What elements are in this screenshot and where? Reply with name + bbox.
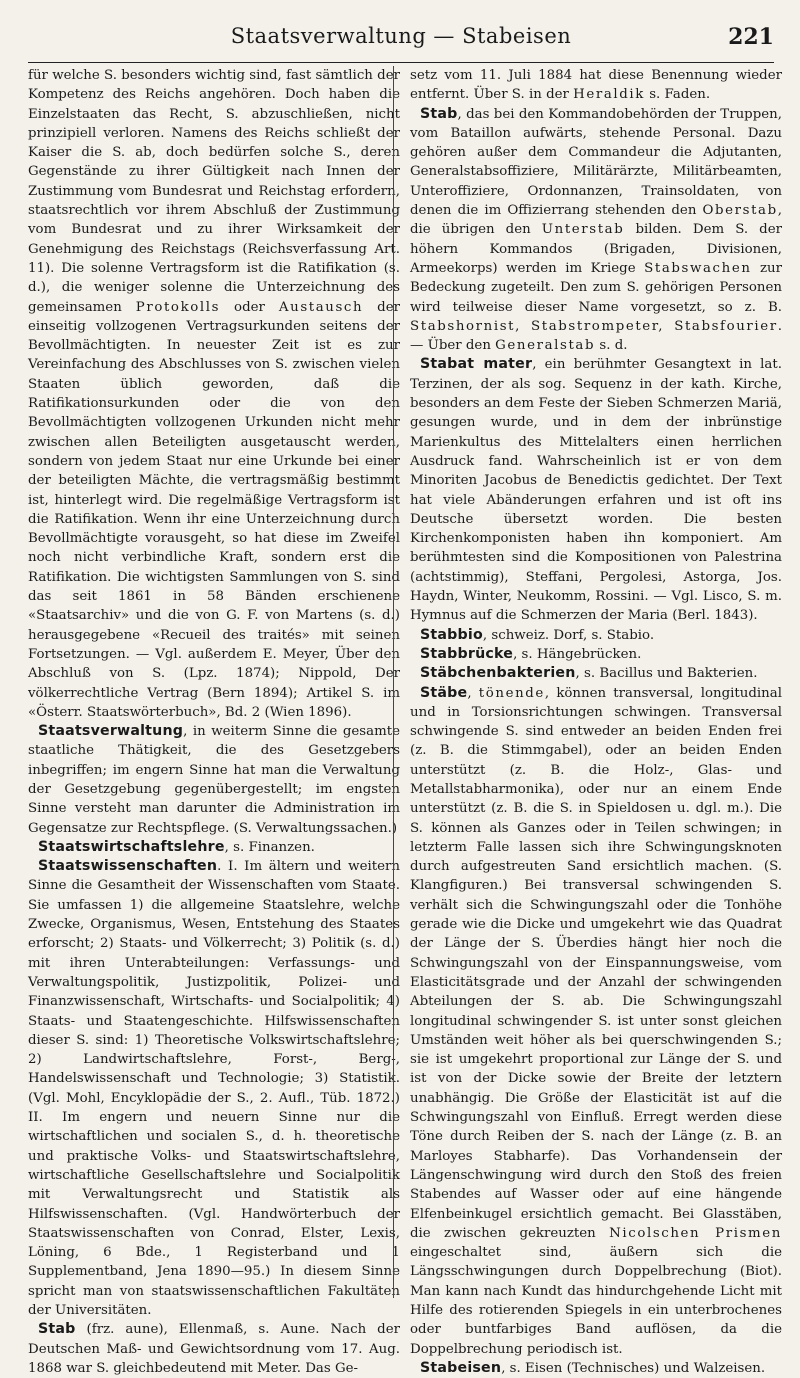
spaced-term: Generalstab <box>495 338 596 354</box>
entry-headword: Staatsverwaltung <box>38 723 184 740</box>
spaced-term: Unterstab <box>541 222 625 238</box>
paragraph-text: oder <box>220 299 279 315</box>
header-rule <box>28 62 774 63</box>
spaced-term: Stabshornist, Stabstrompeter, Stabsfourier <box>410 318 778 334</box>
paragraph <box>410 645 782 664</box>
paragraph-text: , s. Eisen (Technisches) und Walzeisen. <box>501 1360 766 1376</box>
entry-headword: Stabat mater <box>420 356 533 373</box>
page-number: 221 <box>728 24 774 50</box>
paragraph <box>410 1359 782 1378</box>
paragraph-text: , in weiterm Sinne die gesamte staatliche Thätigkeit, die des Gesetzgebers inbegriffen; im engern Sinne hat man die Verwaltung der Gesetzgebung gegenübergestellt; im engsten Sinne versteht man darunter die Administration im Gegensatze zur Rechtspflege. (S. Verwaltungssachen.) <box>28 724 400 836</box>
paragraph-text: für welche S. besonders wichtig sind, fast sämtlich der Kompetenz des Reichs angehören. Doch haben die Einzelstaaten das Recht, S. abzuschließen, nicht prinzipiell verloren. Namens des Reichs schließt der Kaiser die S. ab, doch bedürfen solche S., deren Gegenstände zu ihrer Gültigkeit nach Innen der Zustimmung vom Bundesrat und Reichstag erfordern, staatsrechtlich vor ihrem Abschluß der Zustimmung vom Bundesrat und zu ihrer Wirksamkeit der Genehmigung des Reichstags (Reichsverfassung Art. 11). Die solenne Vertragsform ist die Ratifikation (s. d.), die weniger solenne die Unterzeichnung des gemeinsamen <box>28 68 400 315</box>
spaced-term: Oberstab <box>702 203 778 219</box>
paragraph-text: setz vom 11. Juli 1884 hat diese Benennung wieder entfernt. Über S. in der <box>410 68 782 103</box>
right-column <box>410 66 783 1376</box>
entry-headword: Stabeisen <box>420 1359 502 1376</box>
paragraph-text: zur Bedeckung zugeteilt. Den zum S. gehörigen Personen wird teilweise dieser Name vorgesetzt, so z. B. <box>410 260 783 315</box>
paragraph <box>410 626 782 645</box>
paragraph-text: s. d. <box>595 338 628 354</box>
entry-headword: Stab <box>420 105 458 122</box>
spaced-term: tönende <box>478 685 545 701</box>
paragraph <box>410 105 782 356</box>
paragraph <box>410 664 782 683</box>
paragraph-text: . I. Im ältern und weitern Sinne die Gesamtheit der Wissenschaften vom Staate. Sie umfassen 1) die allgemeine Staatslehre, welche Zwecke, Organismus, Wesen, Entstehung des Staates erforscht; 2) Staats- und Völkerrecht; 3) Politik (s. d.) mit ihren Unterabteilungen: Verfassungs- und Verwaltungspolitik, Justizpolitik, Polizei- und Finanzwissenschaft, Wirtschafts- und Socialpolitik; 4) Staats- und Staatengeschichte. Hilfswissenschaften dieser S. sind: 1) Theoretische Volkswirtschaftslehre; 2) Landwirtschaftslehre, Forst-, Berg-, Handelswissenschaft und Technologie; 3) Statistik. (Vgl. Mohl, Encyklopädie der S., 2. Aufl., Tüb. 1872.) II. Im engern und neuern Sinne nur die wirtschaftlichen und socialen S., d. h. theoretische und praktische Volks- und Staatswirtschaftslehre, wirtschaftliche Gesellschaftslehre und Socialpolitik mit Verwaltungsrecht und Statistik als Hilfswissenschaften. (Vgl. Handwörterbuch der Staatswissenschaften von Conrad, Elster, Lexis, Löning, 6 Bde., 1 Registerband und 1 Supplementband, Jena 1890—95.) In diesem Sinne spricht man von staatswissenschaftlichen Fakultäten der Universitäten. <box>28 859 400 1318</box>
running-header <box>28 24 774 60</box>
paragraph-text: , s. Bacillus und Bakterien. <box>575 666 758 682</box>
paragraph-text: , die übrigen den <box>410 203 782 238</box>
paragraph <box>28 1320 400 1378</box>
entry-headword: Stabbrücke <box>420 645 514 662</box>
entry-headword: Staatswissenschaften <box>38 858 218 875</box>
paragraph <box>28 857 400 1320</box>
paragraph-text: , schweiz. Dorf, s. Stabio. <box>482 627 655 643</box>
paragraph-text: der einseitig vollzogenen Vertragsurkunden seitens der Bevollmächtigten. In neuester Zeit ist es zur Vereinfachung des Abschlusses von S. zwischen vielen Staaten üblich geworden, daß die Ratifikationsurkunden oder die von den Bevollmächtigten vollzogenen Urkunden nicht mehr zwischen allen Beteiligten ausgetauscht werden, sondern von jedem Staat nur eine Urkunde bei einer der beteiligten Mächte, die vertragsmäßig bestimmt ist, hinterlegt wird. Die regelmäßige Vertragsform ist die Ratifikation. Wenn ihr eine Unterzeichnung durch Bevollmächtigte vorausgeht, so hat diese im Zweifel noch nicht verbindliche Kraft, sondern erst die Ratifikation. Die wichtigsten Sammlungen von S. sind das seit 1861 in 58 Bänden erschienene «Staatsarchiv» und die von G. F. von Martens (s. d.) herausgegebene «Recueil des traités» mit seinen Fortsetzungen. — Vgl. außerdem E. Meyer, Über den Abschluß von S. (Lpz. 1874); Nippold, Der völkerrechtliche Vertrag (Bern 1894); Artikel S. im «Österr. Staatswörterbuch», Bd. 2 (Wien 1896). <box>28 299 400 720</box>
page-title: Staatsverwaltung — Stabeisen <box>230 24 572 48</box>
paragraph <box>28 838 400 857</box>
paragraph <box>410 66 782 105</box>
spaced-term: Protokolls <box>135 299 221 315</box>
spaced-term: Austausch <box>278 299 364 315</box>
paragraph-text: eingeschaltet sind, äußern sich die Längsschwingungen durch Doppelbrechung (Biot). Man kann nach Kundt das hindurchgehende Licht mit Hilfe des rotierenden Spiegels in ein unterbrochenes oder buntfarbiges Band auflösen, da die Doppelbrechung periodisch ist. <box>410 1245 782 1357</box>
paragraph <box>28 722 400 838</box>
spaced-term: Nicolschen Prismen <box>609 1225 782 1241</box>
entry-headword: Stäbe <box>420 684 468 701</box>
entry-headword: Staatswirtschaftslehre <box>38 838 225 855</box>
paragraph-text: . — Über den <box>410 318 782 354</box>
left-column <box>28 66 400 1376</box>
paragraph-text: , das bei den Kommandobehörden der Truppen, vom Bataillon aufwärts, stehende Personal. Dazu gehören außer dem Commandeur die Adjutanten, Generalstabsoffiziere, Militärärzte, Militärbeamten, Unteroffiziere, Ordonnanzen, Trainsoldaten, von denen die im Offizierrang stehenden den <box>410 106 782 219</box>
paragraph <box>410 355 782 625</box>
paragraph-text: , ein berühmter Gesangtext in lat. Terzinen, der als sog. Sequenz in der kath. Kirche, besonders an dem Feste der Sieben Schmerzen Mariä, gesungen wurde, und in dem der inbrünstige Marienkultus des Mittelalters einen herrlichen Ausdruck fand. Wahrscheinlich ist er von dem Minoriten Jacobus de Benedictis gedichtet. Der Text hat viele Abänderungen erfahren und ist oft ins Deutsche übersetzt worden. Die besten Kirchenkomponisten haben ihn komponiert. Am berühmtesten sind die Kompositionen von Palestrina (achtstimmig), Steffani, Pergolesi, Astorga, Jos. Haydn, Winter, Neukomm, Rossini. — Vgl. Lisco, S. m. Hymnus auf die Schmerzen der Maria (Berl. 1843). <box>410 357 782 624</box>
paragraph-text: , s. Finanzen. <box>224 839 315 855</box>
entry-headword: Stäbchenbakterien <box>420 665 576 682</box>
entry-headword: Stabbio <box>420 626 483 643</box>
paragraph-text: bilden. Dem S. der höhern Kommandos (Brigaden, Divisionen, Armeekorps) werden im Kriege <box>410 222 782 276</box>
paragraph-text: , <box>467 685 479 701</box>
paragraph-text: (frz. aune), Ellenmaß, s. Aune. Nach der Deutschen Maß- und Gewichtsordnung vom 17. Aug. 1868 war S. gleichbedeutend mit Meter. Das Ge- <box>28 1322 400 1376</box>
entry-headword: Stab <box>38 1321 76 1338</box>
paragraph <box>410 684 782 1359</box>
paragraph-text: s. Faden. <box>644 87 711 103</box>
column-divider <box>393 66 394 1298</box>
spaced-term: Heraldik <box>573 87 645 103</box>
paragraph <box>28 66 400 722</box>
spaced-term: Stabswachen <box>644 260 752 276</box>
paragraph-text: , s. Hängebrücken. <box>513 646 642 662</box>
paragraph-text: , können transversal, longitudinal und in Torsionsrichtungen schwingen. Transversal schwingende S. sind entweder an beiden Enden frei (z. B. die Stimmgabel), oder an beiden Enden unterstützt (z. B. die Holz-, Glas- und Metallstabharmonika), oder nur an einem Ende unterstützt (z. B. die S. in Spieldosen u. dgl. m.). Die S. können als Ganzes oder in Teilen schwingen; in letzterm Falle lassen sich ihre Schwingungsknoten durch aufgestreuten Sand ersichtlich machen. (S. Klangfiguren.) Bei transversal schwingenden S. verhält sich die Schwingungszahl oder die Tonhöhe gerade wie die Dicke und umgekehrt wie das Quadrat der Länge der S. Überdies hängt hier noch die Schwingungszahl von der Einspannungsweise, vom Elasticitätsgrade und der Anzahl der schwingenden Abteilungen der S. ab. Die Schwingungszahl longitudinal schwingender S. ist unter sonst gleichen Umständen weit höher als bei querschwingenden S.; sie ist umgekehrt proportional zur Länge der S. und ist von der Dicke sowie der Breite der letztern unabhängig. Die Größe der Elasticität ist auf die Schwingungszahl von Einfluß. Erregt werden diese Töne durch Reiben der S. nach der Länge (z. B. an Marloyes Stabharfe). Das Vorhandensein der Längenschwingung wird durch den Stoß des freien Stabendes auf Wasser oder auf eine hängende Elfenbeinkugel ersichtlich gemacht. Bei Glasstäben, die zwischen gekreuzten <box>410 685 782 1241</box>
